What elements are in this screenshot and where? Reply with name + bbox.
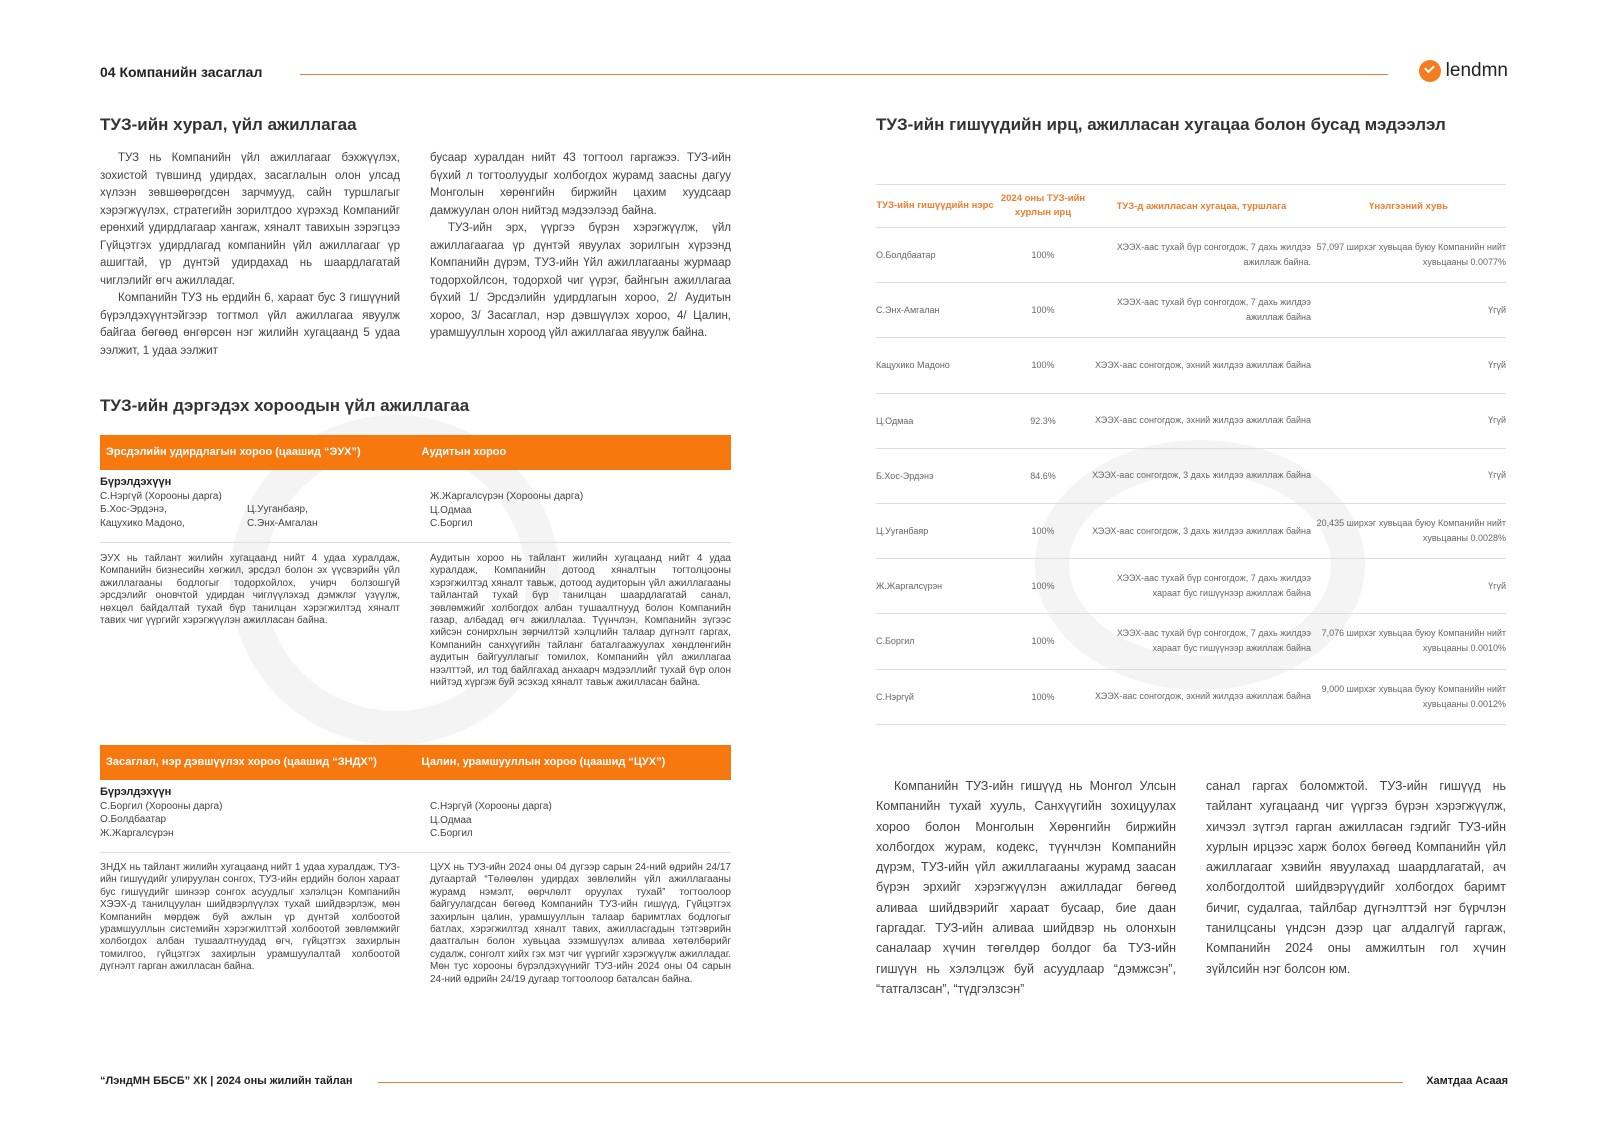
cell-attendance: 100% — [1031, 636, 1055, 647]
member: С.Боргил — [430, 828, 473, 839]
header-divider — [300, 74, 1388, 75]
member: Ц.Ууганбаяр, — [247, 504, 308, 515]
member: С.Боргил — [430, 518, 473, 529]
member: С.Энх-Амгалан — [247, 517, 318, 529]
committee-audit-title: Аудитын хороо — [421, 446, 507, 458]
intro-column-1 — [100, 150, 400, 360]
members-label: Бүрэлдэхүүн — [100, 786, 172, 798]
table-row — [876, 283, 1506, 338]
member: С.Боргил (Хорооны дарга) — [100, 800, 223, 812]
euh-members — [100, 476, 400, 530]
cell-attendance: 100% — [1031, 691, 1055, 702]
cell-tenure: ХЭЭХ-аас тухай бүр сонгогдож, 7 дахь жилдээ хараат бус гишүүнээр ажиллаж байна — [1116, 628, 1311, 654]
cell-name: С.Боргил — [876, 636, 915, 647]
cell-name: Ц.Ууганбаяр — [876, 526, 929, 537]
tsuh-description: ЦУХ нь ТУЗ-ийн 2024 оны 04 дүгээр сарын 24-ний өдрийн 24/17 дугаартай “Төлөөлөн удирдах зөвлөлийн үйл ажиллагааны журамд нэмэлт, өөрчлөлт оруулах тухай” тогтоолоор байгуулагдсан бөгөөд Компанийн ТУЗ-ийн гишүүд, Гүйцэтгэх захирлын цалин, урамшууллын талаар баримтлах бодлогыг батлах, хэрэгжилтэд хяналт тавих, ажилласгадын тэтгэврийн даатгалын болон хувьцаа эзэмшүүлэх аливаа хөтөлбөрийг судалж, сонголт хийх гэх мэт чиг үүргийг хэрэгжүүлж ажилладаг. Мөн тус хорооны бүрэлдэхүүнийг ТУЗ-ийн 2024 оны 04 сарын 24-ний өдрийн 24/19 дугаар тогтоолоор баталсан байна. — [430, 862, 731, 985]
members-label: Бүрэлдэхүүн — [100, 476, 172, 488]
footer-slogan: Хамтдаа Асаая — [1426, 1075, 1508, 1087]
cell-attendance: 92.3% — [1030, 415, 1056, 426]
closing-column-1 — [876, 776, 1176, 999]
cell-shares: 20,435 ширхэг хувьцаа буюу Компанийн нийт хувьцааны 0.0028% — [1316, 518, 1506, 544]
paragraph: Компанийн ТУЗ-ийн гишүүд нь Монгол Улсын Компанийн тухай хууль, Санхүүгийн зохицуулах хороо болон Монголын Хөрөнгийн биржийн холбогдох журам, кодекс, түүнчлэн Компанийн дүрэм, ТУЗ-ийн үйл ажиллагааны журамд заасан бүрэн эрхийг хэрэгжүүлэн ажилладаг бөгөөд аливаа шийдвэрийг хараат бусаар, бие даан гаргадаг. ТУЗ-ийн аливаа шийдвэр нь олонхын саналаар хүчин төгөлдөр болдог ба ТУЗ-ийн гишүүн нь хэлэлцэж буй асуудлаар “дэмжсэн”, “татгалзсан”, “түдгэлзсэн” — [876, 779, 1176, 996]
member: С.Нэргүй (Хорооны дарга) — [430, 801, 552, 812]
cell-name: Ж.Жаргалсүрэн — [876, 581, 943, 592]
member: Ц.Одмаа — [430, 814, 472, 826]
table-row — [876, 394, 1506, 449]
committee-euh-title: Эрсдэлийн удирдлагын хороо (цаашид “ЭУХ”) — [106, 446, 361, 458]
cell-tenure: ХЭЭХ-аас сонгогдож, эхний жилдээ ажиллаж байна — [1095, 415, 1311, 426]
audit-description: Аудитын хороо нь тайлант жилийн хугацаанд нийт 4 удаа хуралдаж, Компанийн дотоод хяналтын тогтолцооны хэрэгжилтэд хяналт тавьж, дотоод аудиторын үйл ажиллагааны тайлантай тухай бүр танилцан шаардлагатай санал, зөвлөмжийг холбогдох албан тушаалтнууд болон Компанийн газар, албадад өгч ажиллалаа. Түүнчлэн, Компанийн зүгээс хийсэн сонирхлын зөрчилтэй хэлцлийн талаар дүгнэлт гаргах, Компанийн санхүүгийн тайланг баталгаажуулах хөндлөнгийн аудитын байгууллагыг томилох, Компанийн үйл ажиллагаа нээлттэй, ил тод байлгахад анхаарч мэдээллийг тухай бүр олон нийтэд хүргэж буй эсэхэд хяналт тавьж ажилласан байна. — [430, 553, 731, 689]
paragraph: бусаар хуралдан нийт 43 тогтоол гаргажээ. ТУЗ-ийн бүхий л тогтоолуудыг холбогдох журамд заасны дагуу Монголын хөрөнгийн биржийн цахим хуудсаар дамжуулан олон нийтэд мэдээлээд байна. — [430, 152, 731, 217]
cell-tenure: ХЭЭХ-аас тухай бүр сонгогдож, 7 дахь жилдээ хараат бус гишүүнээр ажиллаж байна — [1116, 573, 1311, 599]
paragraph: санал гаргах боломжтой. ТУЗ-ийн гишүүд нь тайлант хугацаанд чиг үүргээ бүрэн хэрэгжүүлж, хичээл зүтгэл гарган ажилласан гэдгийг ТУЗ-ийн хурлын ирцээс харж болох бөгөөд Компанийн үйл ажиллагааг хэвийн явуулахад шаардлагатай, ач холбогдолтой шийдвэрүүдийг холбогдох баримт бичиг, судалгаа, тайлбар дүгнэлттэй нэг бүрчлэн танилцсаны үндсэн дээр цаг алдалгүй гаргаж, Компанийн 2024 оны амжилтын гол хүчин зүйлсийн нэг болсон юм. — [1206, 779, 1506, 976]
cell-attendance: 100% — [1031, 526, 1055, 537]
divider — [100, 852, 731, 853]
divider — [100, 542, 731, 543]
cell-name: О.Болдбаатар — [876, 250, 936, 261]
cell-name: Кацухико Мадоно — [876, 360, 950, 371]
page-footer — [100, 1075, 1508, 1095]
member: Ж.Жаргалсүрэн — [100, 827, 174, 839]
col-name: ТУЗ-ийн гишүүдийн нэрс — [876, 200, 994, 211]
table-row — [876, 614, 1506, 669]
paragraph: ТУЗ-ийн эрх, үүргээ бүрэн хэрэгжүүлж, үйл ажиллагаагаа үр дүнтэй явуулах зорилгын хүрээнд Компанийн дүрэм, ТУЗ-ийн Үйл ажиллагааны журмаар тодорхойлсон, тодорхой чиг үүрэг, байнгын ажиллагаа бүхий 1/ Эрсдэлийн удирдлагын хороо, 2/ Аудитын хороо, 3/ Засаглал, нэр дэвшүүлэх хороо, 4/ Цалин, урамшууллын хороод үйл ажиллагаа явуулж байна. — [430, 222, 731, 339]
cell-shares: Үгүй — [1488, 415, 1506, 426]
cell-shares: Үгүй — [1488, 304, 1506, 315]
cell-tenure: ХЭЭХ-аас тухай бүр сонгогдож, 7 дахь жилдээ ажиллаж байна — [1116, 297, 1311, 323]
member: О.Болдбаатар — [100, 814, 167, 825]
cell-attendance: 100% — [1031, 360, 1055, 371]
cell-name: С.Энх-Амгалан — [876, 305, 940, 316]
cell-tenure: ХЭЭХ-аас сонгогдож, 3 дахь жилдээ ажиллаж байна — [1092, 525, 1311, 536]
cell-tenure: ХЭЭХ-аас сонгогдож, 3 дахь жилдээ ажиллаж байна — [1092, 470, 1311, 481]
cell-shares: Үгүй — [1488, 580, 1506, 591]
member: Б.Хос-Эрдэнэ, — [100, 504, 167, 515]
footer-report-title: “ЛэндМН ББСБ” ХК | 2024 оны жилийн тайлан — [100, 1075, 353, 1087]
col-tenure: ТУЗ-д ажилласан хугацаа, туршлага — [1116, 200, 1287, 212]
cell-attendance: 84.6% — [1030, 470, 1056, 481]
cell-shares: 9,000 ширхэг хувьцаа буюу Компанийн нийт хувьцааны 0.0012% — [1321, 683, 1506, 709]
committee-zndh-title: Засаглал, нэр дэвшүүлэх хороо (цаашид “ЗНДХ”) — [106, 756, 377, 768]
heading-member-info: ТУЗ-ийн гишүүдийн ирц, ажилласан хугацаа болон бусад мэдээлэл — [876, 115, 1446, 134]
cell-tenure: ХЭЭХ-аас сонгогдож, эхний жилдээ ажиллаж байна — [1095, 691, 1311, 702]
cell-attendance: 100% — [1031, 581, 1055, 592]
paragraph: Компанийн ТУЗ нь ердийн 6, хараат бус 3 гишүүний бүрэлдэхүүнтэйгээр тогтмол үйл ажиллагаа явуулж байгаа бөгөөд өнгөрсөн нэг жилийн хугацаанд 5 удаа ээлжит, 1 удаа ээлжит — [100, 292, 400, 357]
col-attendance: 2024 оны ТУЗ-ийн хурлын ирц — [1000, 193, 1086, 218]
table-row — [876, 670, 1506, 725]
table-row — [876, 504, 1506, 559]
closing-column-2 — [1206, 776, 1506, 979]
paragraph: ТУЗ нь Компанийн үйл ажиллагааг бэхжүүлэх, зохистой түвшинд удирдах, засаглалын олон улсад хүлээн зөвшөөрөгдсөн зарчмууд, сайн туршлагыг хэрэгжүүлэх, стратегийн зорилтдоо хүрэхэд Компанийг ерөнхий удирдлагаар хангаж, хяналт тавихын зэрэгцээ Гүйцэтгэх удирдлагад компанийн үйл ажиллагааг үр ашигтай, үр дүнтэй удирдахад нь шаардлагатай чиглэлийг өгч ажилладаг. — [100, 152, 400, 287]
heading-board-meetings: ТУЗ-ийн хурал, үйл ажиллагаа — [100, 115, 357, 134]
table-row — [876, 338, 1506, 393]
cell-shares: Үгүй — [1488, 359, 1506, 370]
heading-committees: ТУЗ-ийн дэргэдэх хороодын үйл ажиллагаа — [100, 396, 470, 415]
cell-attendance: 100% — [1031, 250, 1055, 261]
page-header — [100, 60, 1508, 90]
table-header — [876, 185, 1506, 228]
committee-band-2 — [100, 745, 731, 780]
audit-members — [430, 490, 730, 531]
tsuh-members — [430, 800, 730, 841]
cell-name: Ц.Одмаа — [876, 415, 914, 426]
cell-attendance: 100% — [1031, 305, 1055, 316]
member: Ц.Одмаа — [430, 504, 472, 516]
cell-shares: Үгүй — [1488, 470, 1506, 481]
footer-divider — [378, 1082, 1403, 1083]
cell-tenure: ХЭЭХ-аас сонгогдож, эхний жилдээ ажиллаж байна — [1095, 359, 1311, 370]
table-row — [876, 449, 1506, 504]
brand-logo — [1419, 60, 1508, 82]
member: Ж.Жаргалсүрэн (Хорооны дарга) — [430, 491, 584, 502]
committee-tsuh-title: Цалин, урамшууллын хороо (цаашид “ЦУХ”) — [421, 756, 666, 768]
cell-name: С.Нэргүй — [876, 691, 914, 702]
cell-shares: 57,097 ширхэг хувьцаа буюу Компанийн нийт хувьцааны 0.0077% — [1316, 242, 1506, 268]
cell-shares: 7,076 ширхэг хувьцаа буюу Компанийн нийт хувьцааны 0.0010% — [1321, 628, 1506, 654]
zndh-description: ЗНДХ нь тайлант жилийн хугацаанд нийт 1 удаа хуралдаж, ТУЗ-ийн гишүүдийг улируулан сонгох, ТУЗ-ийн ердийн болон хараат бус гишүүдийг шинээр сонгох асуудлыг хэлэлцэн Компанийн ХЭЭХ-д танилцуулан шийдвэрлүүлэх тухай шийдвэрлэж, мөн Компанийн мөрдөж буй ажлын үр дүнтэй холбоотой урамшууллын системийн хэрэгжилттэй холбоотой зөвлөмжийг холбогдох албан тушаалтнуудад өгч, гүйцэтгэх захирлын томилгоо, гүйцэтгэх захирлын урамшуулалтай холбоотой дүгнэлт гарган ажилласан байна. — [100, 862, 400, 973]
table-row — [876, 228, 1506, 283]
cell-name: Б.Хос-Эрдэнэ — [876, 470, 934, 481]
cell-tenure: ХЭЭХ-аас тухай бүр сонгогдож, 7 дахь жилдээ ажиллаж байна. — [1116, 242, 1311, 268]
members-table — [876, 184, 1506, 725]
intro-column-2 — [430, 150, 731, 343]
table-row — [876, 559, 1506, 614]
check-circle-icon — [1419, 60, 1441, 82]
col-shares: Үнэлгээний хувь — [1369, 200, 1448, 212]
euh-description: ЭУХ нь тайлант жилийн хугацаанд нийт 4 удаа хуралдаж, Компанийн бизнесийн хөгжил, эрсдэл болон эх үүсвэрийн үйл ажиллагааны бодлогыг тодорхойлох, учирч болзошгүй эрсдэлийг оновчтой удирдан чиглүүлэхэд дэмжлэг үзүүлж, нөхцөл байдалтай тухай бүр танилцан хэрэгжилтэд хяналт тавих чиг үүргийг хэрэгжүүлэн ажилласан байна. — [100, 553, 400, 627]
committee-band-1 — [100, 435, 731, 470]
section-title: 04 Компанийн засаглал — [100, 64, 263, 80]
member: С.Нэргүй (Хорооны дарга) — [100, 490, 222, 502]
brand-name: lendmn — [1445, 60, 1508, 81]
member: Кацухико Мадоно, — [100, 517, 185, 529]
zndh-members — [100, 786, 400, 840]
